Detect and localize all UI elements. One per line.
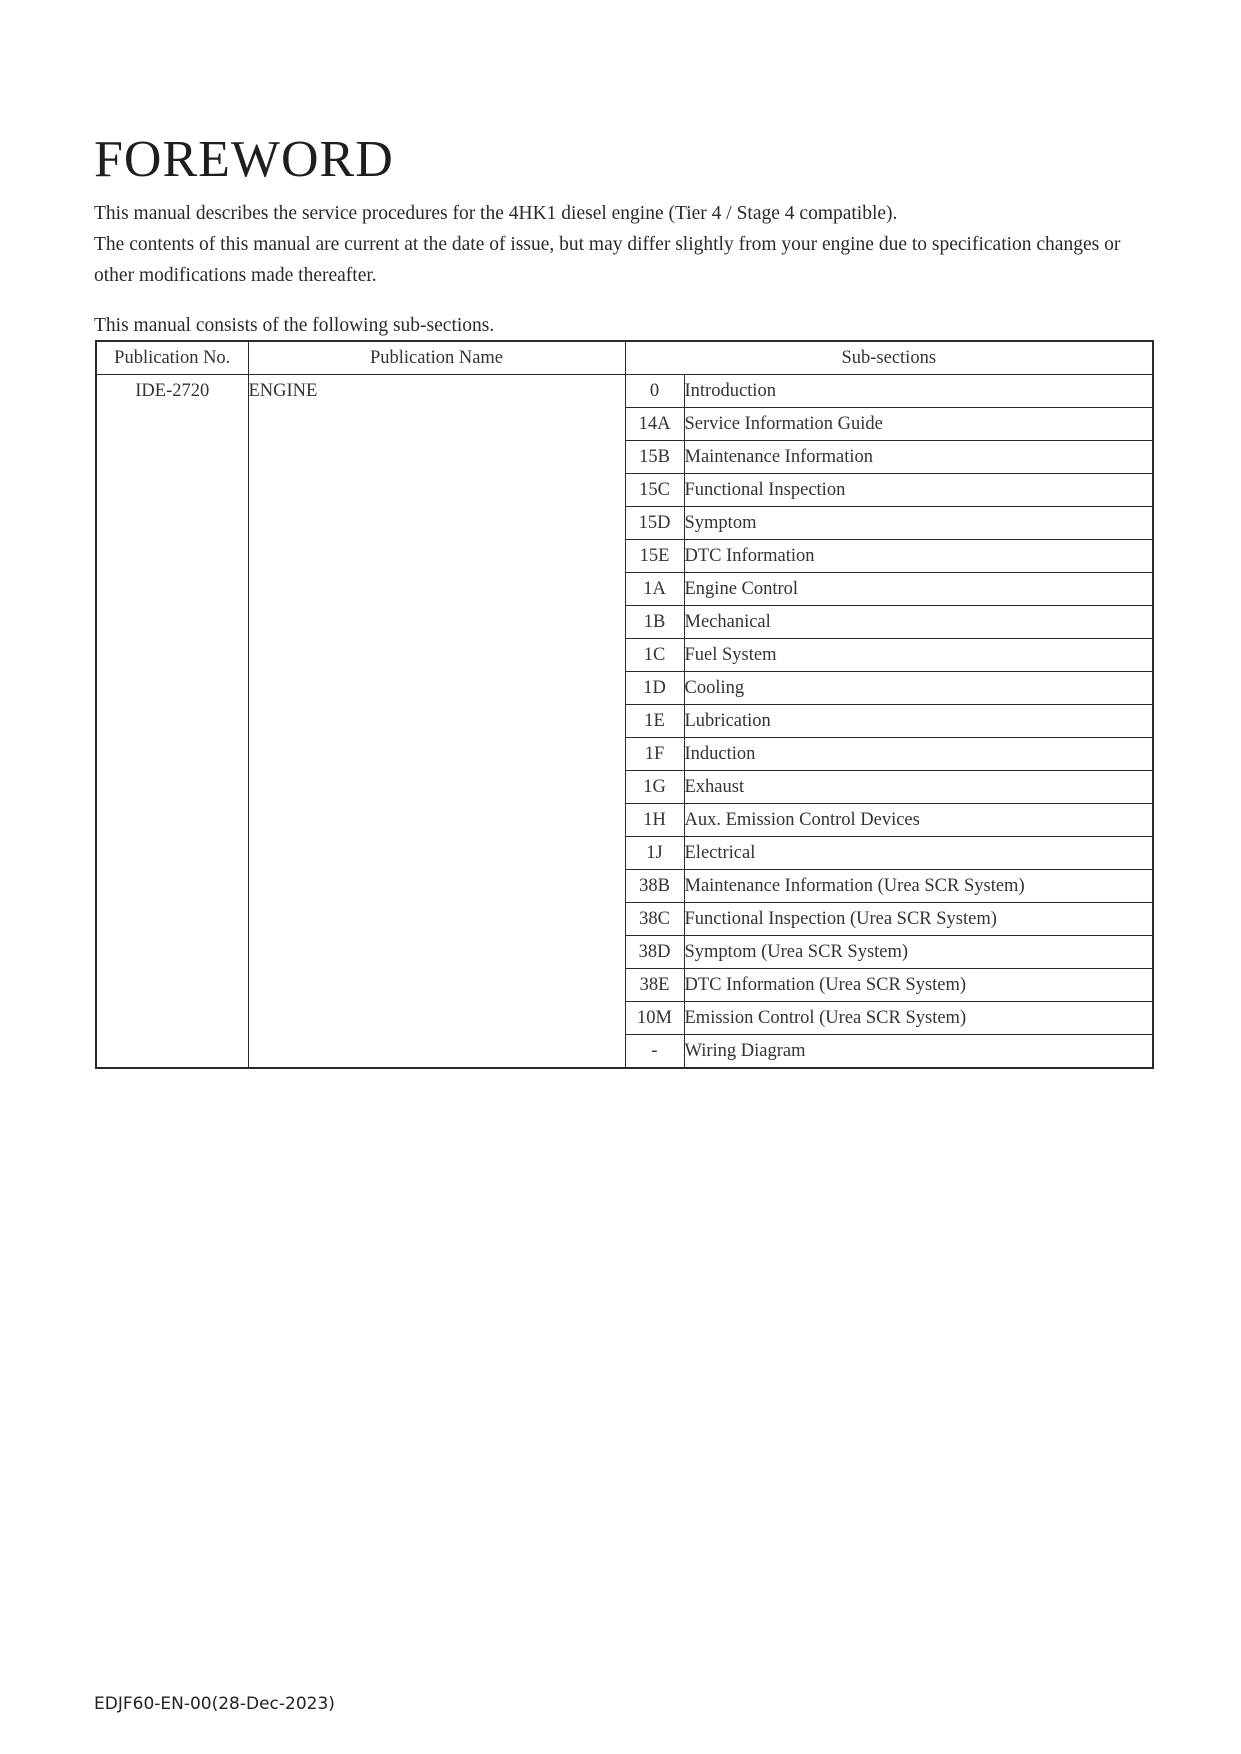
subsection-name: Maintenance Information (Urea SCR System) bbox=[684, 870, 1153, 903]
subsection-name: Maintenance Information bbox=[684, 441, 1153, 474]
subsection-name: Emission Control (Urea SCR System) bbox=[684, 1002, 1153, 1035]
subsection-name: Introduction bbox=[684, 375, 1153, 408]
subsection-code: 38C bbox=[625, 903, 684, 936]
subsection-code: 15C bbox=[625, 474, 684, 507]
publication-number-text: IDE-2720 bbox=[135, 381, 210, 401]
subsection-code: - bbox=[625, 1035, 684, 1069]
header-publication-no: Publication No. bbox=[96, 341, 248, 375]
subsection-name: Symptom (Urea SCR System) bbox=[684, 936, 1153, 969]
subsection-name: Functional Inspection bbox=[684, 474, 1153, 507]
document-code-footer: EDJF60-EN-00(28-Dec-2023) bbox=[94, 1694, 335, 1714]
subsection-code: 1B bbox=[625, 606, 684, 639]
subsection-name: Wiring Diagram bbox=[684, 1035, 1153, 1069]
subsection-name: DTC Information (Urea SCR System) bbox=[684, 969, 1153, 1002]
subsection-code: 1E bbox=[625, 705, 684, 738]
table-caption: This manual consists of the following sub-sections. bbox=[94, 315, 495, 336]
table-header-row bbox=[96, 341, 1153, 375]
subsection-name: Symptom bbox=[684, 507, 1153, 540]
subsection-code: 0 bbox=[625, 375, 684, 408]
subsection-code: 15B bbox=[625, 441, 684, 474]
intro-paragraph bbox=[94, 198, 1154, 291]
subsection-code: 15D bbox=[625, 507, 684, 540]
subsection-code: 15E bbox=[625, 540, 684, 573]
header-sub-sections: Sub-sections bbox=[625, 341, 1153, 375]
subsection-name: Fuel System bbox=[684, 639, 1153, 672]
publication-number bbox=[96, 375, 248, 1069]
subsection-code: 1A bbox=[625, 573, 684, 606]
intro-line-1: This manual describes the service procedures for the 4HK1 diesel engine (Tier 4 / Stage 4 compatible). bbox=[94, 203, 898, 224]
subsection-code: 38B bbox=[625, 870, 684, 903]
subsection-name: Cooling bbox=[684, 672, 1153, 705]
subsection-code: 1D bbox=[625, 672, 684, 705]
subsection-code: 1J bbox=[625, 837, 684, 870]
table-row bbox=[96, 375, 1153, 408]
publication-name bbox=[248, 375, 625, 1069]
subsection-code: 14A bbox=[625, 408, 684, 441]
subsection-code: 38E bbox=[625, 969, 684, 1002]
subsection-name: Functional Inspection (Urea SCR System) bbox=[684, 903, 1153, 936]
intro-line-2: The contents of this manual are current at the date of issue, but may differ slightly from your engine due to specification changes or other modifications made thereafter. bbox=[94, 234, 1121, 286]
subsection-name: Induction bbox=[684, 738, 1153, 771]
page-title: FOREWORD bbox=[94, 131, 394, 188]
subsection-name: Lubrication bbox=[684, 705, 1153, 738]
subsection-name: Service Information Guide bbox=[684, 408, 1153, 441]
subsections-table bbox=[95, 340, 1154, 1069]
subsection-name: Aux. Emission Control Devices bbox=[684, 804, 1153, 837]
subsection-name: Engine Control bbox=[684, 573, 1153, 606]
subsection-name: Mechanical bbox=[684, 606, 1153, 639]
subsection-name: Exhaust bbox=[684, 771, 1153, 804]
subsection-code: 1C bbox=[625, 639, 684, 672]
subsection-name: DTC Information bbox=[684, 540, 1153, 573]
subsection-code: 10M bbox=[625, 1002, 684, 1035]
subsection-name: Electrical bbox=[684, 837, 1153, 870]
subsection-code: 38D bbox=[625, 936, 684, 969]
subsection-code: 1H bbox=[625, 804, 684, 837]
publication-name-text: ENGINE bbox=[248, 381, 318, 401]
subsection-code: 1F bbox=[625, 738, 684, 771]
header-publication-name: Publication Name bbox=[248, 341, 625, 375]
subsection-code: 1G bbox=[625, 771, 684, 804]
